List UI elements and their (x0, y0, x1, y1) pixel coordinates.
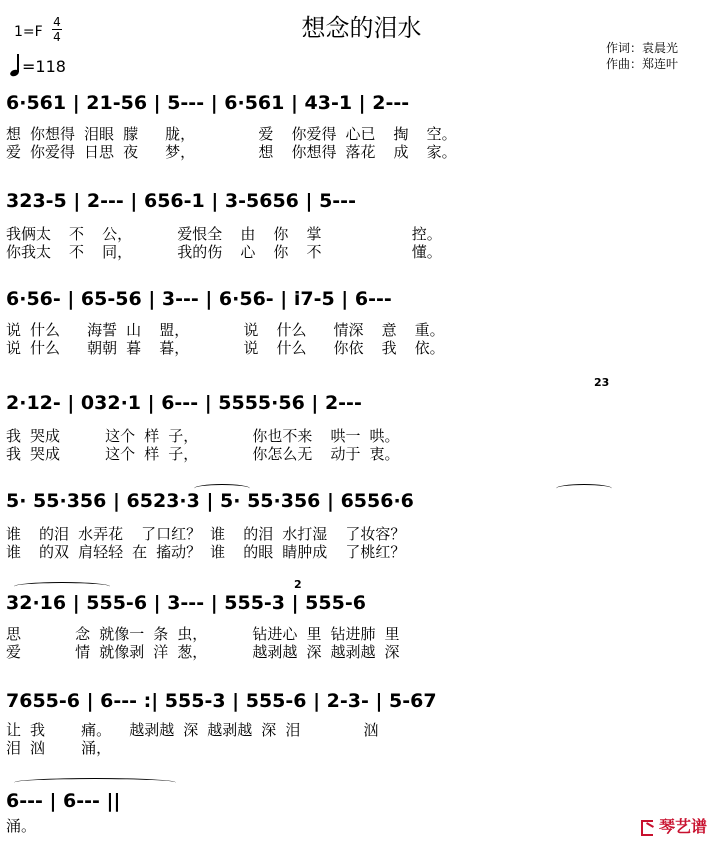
slur (14, 778, 176, 787)
lyrics-verse-2: 我 哭成 这个 样 子， 你怎么无 动于 衷。 (6, 445, 400, 463)
notation-line: 2·12- | 032·1 | 6--- | 5555·56 | 2--- (6, 392, 362, 414)
notation-line: 32·16 | 555-6 | 3--- | 555-3 | 555-6 (6, 592, 366, 614)
lyrics-verse-1: 让 我 痛。 越剥越 深 越剥越 深 泪 汹 (6, 721, 379, 739)
notation-line: 6·56- | 65-56 | 3--- | 6·56- | i7-5 | 6--- (6, 288, 392, 310)
lyrics-verse-1: 思 念 就像一 条 虫， 钻进心 里 钻进肺 里 (6, 625, 400, 643)
lyrics-verse-1: 涌。 (6, 817, 37, 835)
watermark-text: 琴艺谱 (659, 817, 708, 836)
key-signature: 1=F (14, 24, 43, 40)
notation-line: 5· 55·356 | 6523·3 | 5· 55·356 | 6556·6 (6, 490, 414, 512)
grace-notes: 23 (594, 376, 610, 389)
time-signature (52, 16, 62, 43)
lyrics-verse-1: 我俩太 不 公， 爱恨全 由 你 掌 控。 (6, 225, 442, 243)
lyrics-verse-2: 你我太 不 同， 我的伤 心 你 不 懂。 (6, 243, 442, 261)
lyrics-verse-2: 爱 情 就像剥 洋 葱， 越剥越 深 越剥越 深 (6, 643, 400, 661)
lyricist: 作词：袁晨光 (606, 41, 679, 55)
composer: 作曲：郑连叶 (606, 57, 679, 71)
tempo-value: =118 (22, 57, 66, 76)
notation-line: 6--- | 6--- || (6, 790, 121, 812)
song-title: 想念的泪水 (301, 14, 422, 42)
notation-line: 6·561 | 21-56 | 5--- | 6·561 | 43-1 | 2--- (6, 92, 410, 114)
qinyipu-logo-icon (640, 818, 656, 834)
watermark-logo (640, 814, 707, 837)
notation-line: 323-5 | 2--- | 656-1 | 3-5656 | 5--- (6, 190, 356, 212)
lyrics-verse-1: 想 你想得 泪眼 朦 胧， 爱 你爱得 心已 掏 空。 (6, 125, 457, 143)
lyrics-verse-1: 说 什么 海誓 山 盟， 说 什么 情深 意 重。 (6, 321, 445, 339)
notation-line: 7655-6 | 6--- :| 555-3 | 555-6 | 2-3- | 5-67 (6, 690, 437, 712)
lyrics-verse-2: 爱 你爱得 日思 夜 梦， 想 你想得 落花 成 家。 (6, 143, 457, 161)
lyrics-verse-2: 说 什么 朝朝 暮 暮， 说 什么 你依 我 依。 (6, 339, 445, 357)
lyrics-verse-1: 我 哭成 这个 样 子， 你也不来 哄一 哄。 (6, 427, 400, 445)
time-signature-top: 4 (53, 15, 61, 29)
lyrics-verse-1: 谁 的泪 水弄花 了口红？ 谁 的泪 水打湿 了妆容？ (6, 525, 406, 543)
credits (606, 40, 678, 72)
quarter-note-icon (10, 54, 20, 76)
slur (14, 582, 110, 591)
time-signature-bottom: 4 (53, 30, 61, 44)
lyrics-verse-2: 谁 的双 肩轻轻 在 搐动？ 谁 的眼 睛肿成 了桃红？ (6, 543, 406, 561)
grace-notes: 2 (294, 578, 302, 591)
tempo-marking (10, 54, 66, 76)
lyrics-verse-2: 泪 汹 涌， (6, 739, 112, 757)
